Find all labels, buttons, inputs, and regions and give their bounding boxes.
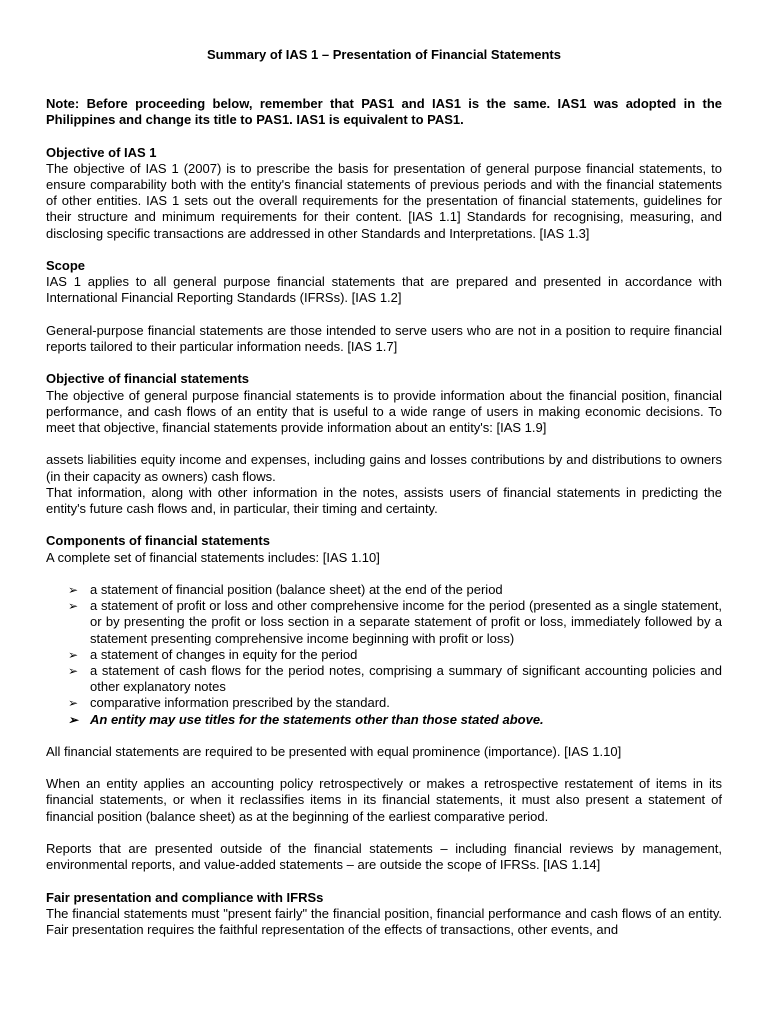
paragraph-components-2: When an entity applies an accounting policy retrospectively or makes a retrospective restatement of items in its financial statements, or when it reclassifies items in its financial statements, it must also present a statement of financial position (balance sheet) as at the beginning of the earliest comparative period. (46, 776, 722, 824)
list-item: ➢ a statement of financial position (balance sheet) at the end of the period (68, 582, 503, 597)
paragraph-objective-fs-1: The objective of general purpose financial statements is to provide information about the financial position, financial performance, and cash flows of an entity that is useful to a wide range of users in making economic decisions. To meet that objective, financial statements provide information about an entity's: [IAS 1.9] (46, 387, 722, 436)
arrow-bullet-icon: ➢ (68, 599, 79, 614)
document-page (46, 47, 722, 938)
heading-components: Components of financial statements (46, 533, 270, 549)
note-paragraph: Note: Before proceeding below, remember that PAS1 and IAS1 is the same. IAS1 was adopted in the Philippines and change its title to PAS1. IAS1 is equivalent to PAS1. (46, 96, 722, 128)
paragraph-objective-fs-3: That information, along with other information in the notes, assists users of financial statements in predicting the entity's future cash flows and, in particular, their timing and certainty. (46, 484, 722, 517)
heading-objective-fs: Objective of financial statements (46, 371, 250, 387)
arrow-bullet-icon: ➢ (68, 712, 79, 727)
paragraph-components-1: All financial statements are required to be presented with equal prominence (importance). [IAS 1.10] (46, 743, 622, 759)
components-list (46, 582, 722, 728)
list-item: ➢ An entity may use titles for the statements other than those stated above. (68, 711, 544, 727)
document-title: Summary of IAS 1 – Presentation of Financial Statements (207, 47, 561, 62)
arrow-bullet-icon: ➢ (68, 696, 79, 711)
list-item: ➢ a statement of cash flows for the period notes, comprising a summary of significant accounting policies and other explanatory notes (68, 663, 722, 695)
list-item: ➢ a statement of profit or loss and other comprehensive income for the period (presented as a single statement, or by presenting the profit or loss section in a separate statement of profit or loss, immediately followed by a statement presenting comprehensive income beginning with profit or loss) (68, 598, 722, 646)
paragraph-objective-ias1: The objective of IAS 1 (2007) is to prescribe the basis for presentation of general purpose financial statements, to ensure comparability both with the entity's financial statements of previous periods and with the financial statements of other entities. IAS 1 sets out the overall requirements for the presentation of financial statements, guidelines for their structure and minimum requirements for their content. [IAS 1.1] Standards for recognising, measuring, and disclosing specific transactions are addressed in other Standards and Interpretations. [IAS 1.3] (46, 160, 722, 241)
list-item: ➢ a statement of changes in equity for the period (68, 646, 358, 662)
paragraph-objective-fs-2: assets liabilities equity income and expenses, including gains and losses contributions by and distributions to owners (in their capacity as owners) cash flows. (46, 452, 722, 484)
heading-objective-ias1: Objective of IAS 1 (46, 144, 157, 160)
arrow-bullet-icon: ➢ (68, 647, 79, 662)
paragraph-scope-1: IAS 1 applies to all general purpose financial statements that are prepared and presented in accordance with International Financial Reporting Standards (IFRSs). [IAS 1.2] (46, 274, 722, 306)
paragraph-scope-2: General-purpose financial statements are those intended to serve users who are not in a position to require financial reports tailored to their particular information needs. [IAS 1.7] (46, 322, 722, 355)
heading-fair-presentation: Fair presentation and compliance with IFRSs (46, 889, 324, 905)
list-item: ➢ comparative information prescribed by the standard. (68, 695, 390, 711)
arrow-bullet-icon: ➢ (68, 583, 79, 597)
paragraph-components-intro: A complete set of financial statements includes: [IAS 1.10] (46, 549, 380, 565)
paragraph-fair-presentation: The financial statements must "present fairly" the financial position, financial performance and cash flows of an entity. Fair presentation requires the faithful representation of the effects of transactions, other events, and (46, 905, 722, 938)
paragraph-components-3: Reports that are presented outside of the financial statements – including financial reviews by management, environmental reports, and value-added statements – are outside the scope of IFRSs. [IAS 1.14] (46, 841, 722, 873)
heading-scope: Scope (46, 258, 86, 274)
arrow-bullet-icon: ➢ (68, 664, 79, 679)
